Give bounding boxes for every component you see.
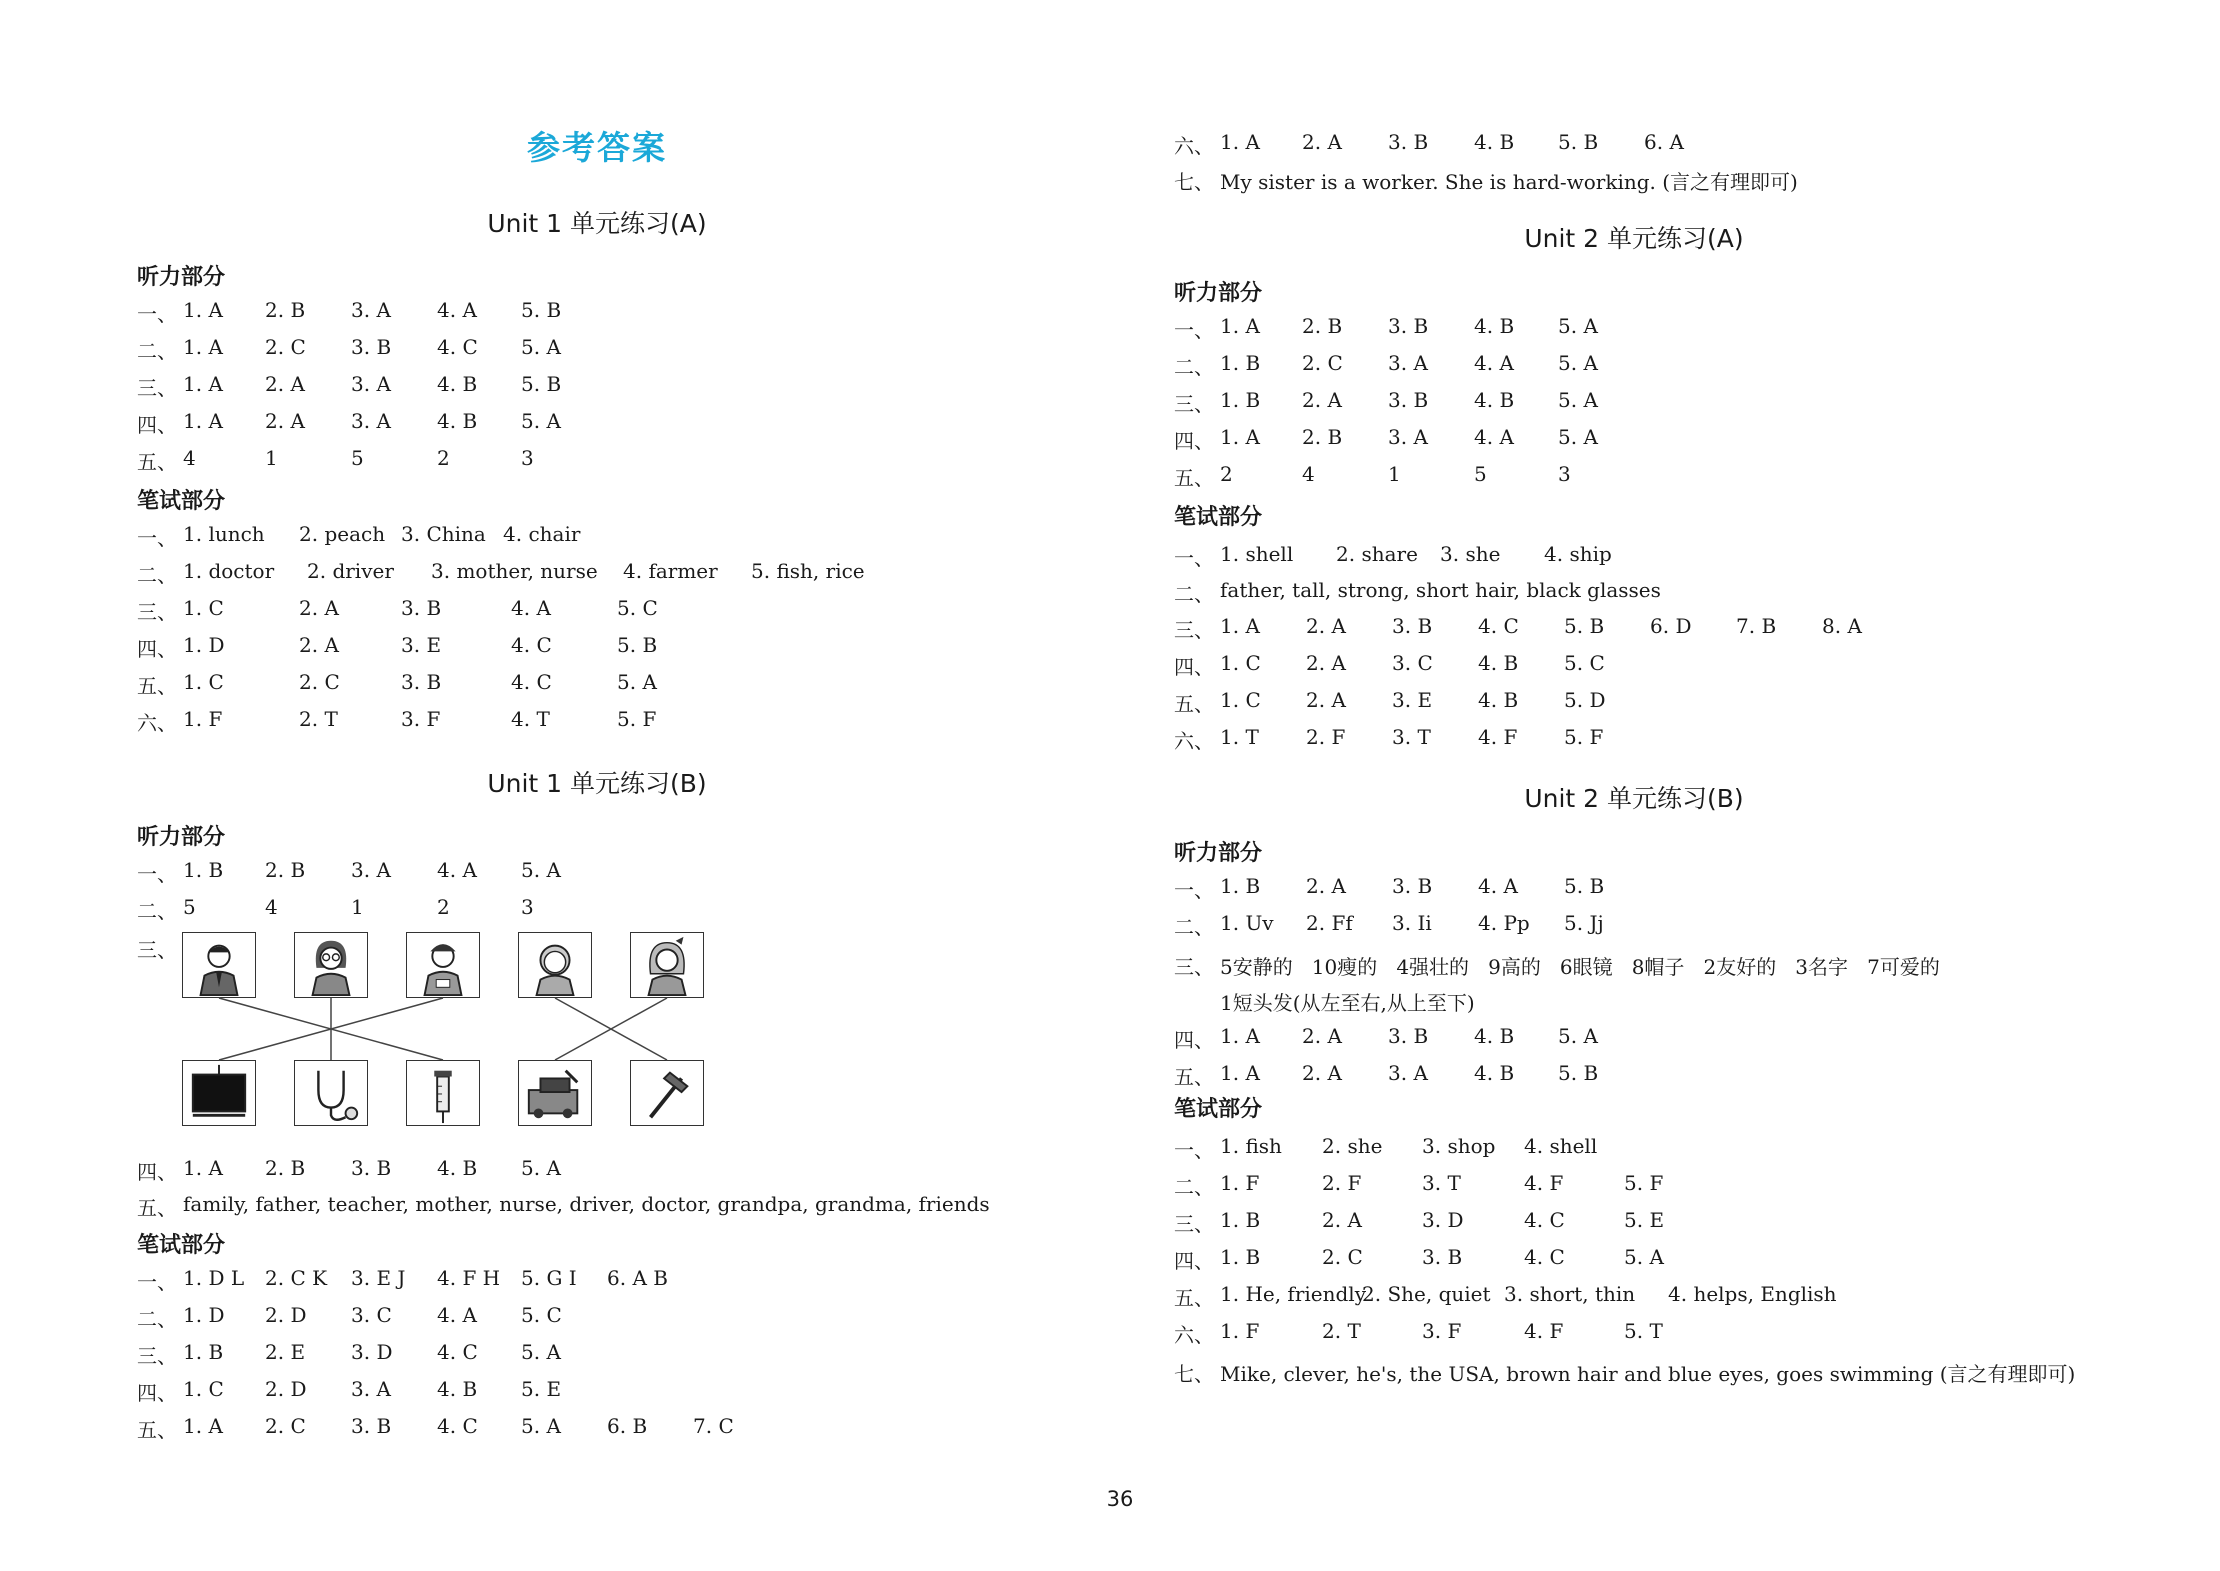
answer-item: 1. B [1220,388,1261,412]
answer-item: 4. A [437,858,477,882]
answer-item: 5. A [521,858,561,882]
answer-item: 5. D [1564,688,1606,712]
answer-item: 4 [183,446,196,470]
unit1b-written-label: 笔试部分 [137,1233,226,1258]
answer-item: 4. B [437,1377,478,1401]
answer-item: 2. A [1302,130,1342,154]
answer-item: 5. E [1624,1208,1665,1232]
answer-item: 1. A [1220,314,1260,338]
unit1a-written-label: 笔试部分 [137,489,226,514]
answer-item: 4. F [1478,725,1518,749]
answer-item: 5. G I [521,1266,577,1290]
answer-item: 1. D [183,1303,225,1327]
matching-line [219,998,443,1060]
row-prefix: 五、 [137,1418,177,1442]
unit2b-listening-label: 听力部分 [1174,841,1263,866]
answer-item: 2. She, quiet [1362,1282,1491,1306]
answer-item: 1. A [1220,130,1260,154]
answer-item: 5. B [1564,614,1605,638]
answer-item: 3. F [1422,1319,1462,1343]
row-prefix: 五、 [137,450,177,474]
answer-item: 4. chair [503,522,581,546]
answer-item: 3. she [1440,542,1501,566]
answer-item: 4. B [1478,651,1519,675]
answer-item: 3. E J [351,1266,406,1290]
answer-item: 2. C [299,670,340,694]
row-prefix: 五、 [137,1196,177,1220]
answer-item: 2. C [265,335,306,359]
unit2b-title: Unit 2 单元练习(B) [1524,784,1744,813]
answer-item: 3 [521,895,534,919]
right-column [1174,0,2174,1571]
answer-item: 5. C [1564,651,1605,675]
grandma-icon [518,932,592,998]
answer-item: 2. T [1322,1319,1361,1343]
answer-item: 1. F [1220,1319,1260,1343]
unit1b-title: Unit 1 单元练习(B) [487,769,707,798]
row-prefix: 一、 [137,526,177,550]
answer-item: 3. B [351,335,392,359]
answer-item: 2. C [265,1414,306,1438]
row-prefix: 四、 [1174,429,1214,453]
answer-item: 1. Uv [1220,911,1274,935]
answer-item: 5 [1474,462,1487,486]
car-engine-icon [518,1060,592,1126]
row-text: father, tall, strong, short hair, black glasses [1220,578,1661,602]
left-column [137,0,1137,1571]
answer-item: 1. B [1220,1208,1261,1232]
answer-item: 1. A [183,298,223,322]
answer-item: 1. A [1220,614,1260,638]
row-text: family, father, teacher, mother, nurse, driver, doctor, grandpa, grandma, friends [183,1192,990,1216]
row-prefix: 一、 [1174,318,1214,342]
unit2b-written-label: 笔试部分 [1174,1097,1263,1122]
answer-item: 3. B [1392,614,1433,638]
answer-item: 3. A [351,858,391,882]
answer-item: 2. B [1302,314,1343,338]
row-text: 5安静的 10瘦的 4强壮的 9高的 6眼镜 8帽子 2友好的 3名字 7可爱的 [1220,955,1940,979]
unit2a-title: Unit 2 单元练习(A) [1524,224,1744,253]
answer-item: 4. F H [437,1266,501,1290]
answer-item: 3. E [401,633,442,657]
answer-item: 4. T [511,707,550,731]
answer-item: 5. A [1558,425,1598,449]
answer-item: 1. shell [1220,542,1294,566]
answer-item: 3. A [351,298,391,322]
answer-item: 2. peach [299,522,386,546]
answer-item: 5. A [1558,388,1598,412]
row-prefix: 二、 [137,339,177,363]
answer-item: 1. A [1220,425,1260,449]
answer-item: 4. B [1474,1061,1515,1085]
answer-item: 3. D [1422,1208,1464,1232]
row-prefix: 一、 [137,1270,177,1294]
answer-item: 4. A [1478,874,1518,898]
answer-item: 2. driver [307,559,394,583]
row-prefix: 三、 [137,376,177,400]
answer-item: 1. C [183,670,224,694]
hammer-icon [630,1060,704,1126]
row-prefix: 二、 [1174,355,1214,379]
row-prefix: 四、 [1174,1249,1214,1273]
answer-item: 1. A [183,335,223,359]
answer-item: 5. C [617,596,658,620]
answer-item: 4. B [1474,388,1515,412]
unit1b-listening-label: 听力部分 [137,825,226,850]
answer-item: 2. T [299,707,338,731]
answer-item: 3. B [401,596,442,620]
answer-item: 5. B [1558,130,1599,154]
answer-item: 2. F [1306,725,1346,749]
row-prefix: 六、 [1174,134,1214,158]
row-prefix: 四、 [137,1381,177,1405]
answer-item: 1. B [1220,874,1261,898]
answer-item: 4. C [437,1340,478,1364]
stethoscope-icon [294,1060,368,1126]
answer-item: 5. B [617,633,658,657]
answer-item: 4. B [1474,314,1515,338]
answer-item: 3. A [351,1377,391,1401]
answer-item: 3. mother, nurse [431,559,598,583]
row-text: 1短头发(从左至右,从上至下) [1220,991,1475,1015]
row-prefix: 一、 [1174,878,1214,902]
row-text: My sister is a worker. She is hard-working. (言之有理即可) [1220,170,1798,194]
answer-item: 2. share [1336,542,1418,566]
answer-item: 5. A [521,335,561,359]
unit2a-written-label: 笔试部分 [1174,505,1263,530]
answer-item: 1. B [1220,351,1261,375]
answer-item: 3. T [1392,725,1431,749]
row-prefix: 二、 [137,563,177,587]
answer-item: 6. A B [607,1266,668,1290]
row-prefix: 四、 [1174,1028,1214,1052]
row-prefix: 四、 [1174,655,1214,679]
row-prefix: 四、 [137,637,177,661]
answer-item: 3. Ii [1392,911,1432,935]
row-prefix: 四、 [137,413,177,437]
matching-line [555,998,667,1060]
answer-item: 1. T [1220,725,1259,749]
row-prefix: 三、 [137,1344,177,1368]
answer-item: 4. C [511,633,552,657]
row-prefix: 三、 [1174,1212,1214,1236]
answer-item: 2. D [265,1303,307,1327]
answer-item: 3. A [351,372,391,396]
answer-item: 2 [437,895,450,919]
answer-item: 6. A [1644,130,1684,154]
answer-item: 1. B [183,1340,224,1364]
answer-item: 4 [1302,462,1315,486]
row-prefix: 一、 [1174,1138,1214,1162]
matching-line [555,998,667,1060]
answer-item: 3 [521,446,534,470]
row-prefix: 三、 [1174,392,1214,416]
answer-item: 1. F [1220,1171,1260,1195]
answer-item: 1. A [183,1414,223,1438]
answer-item: 1. A [183,372,223,396]
answer-item: 5. F [1564,725,1604,749]
answer-item: 4. ship [1544,542,1612,566]
answer-item: 3. A [1388,425,1428,449]
woman-glasses-icon [294,932,368,998]
answer-item: 3. C [1392,651,1433,675]
answer-item: 2. A [1306,874,1346,898]
answer-item: 5. E [521,1377,562,1401]
answer-item: 3. B [1392,874,1433,898]
answer-item: 7. C [693,1414,734,1438]
answer-item: 3. shop [1422,1134,1496,1158]
answer-item: 1. doctor [183,559,275,583]
answer-item: 1. fish [1220,1134,1282,1158]
answer-item: 2. A [299,633,339,657]
answer-item: 5. A [1558,314,1598,338]
row-prefix: 四、 [137,1160,177,1184]
answer-item: 6. B [607,1414,648,1438]
answer-item: 5. A [521,1156,561,1180]
blackboard-icon [182,1060,256,1126]
answer-item: 1. A [183,1156,223,1180]
answer-item: 4. C [1478,614,1519,638]
answer-item: 5. B [521,298,562,322]
answer-item: 3. B [401,670,442,694]
answer-item: 3. C [351,1303,392,1327]
row-prefix: 七、 [1174,170,1214,194]
answer-item: 4. C [1524,1208,1565,1232]
answer-item: 5. A [1558,351,1598,375]
row-prefix: 二、 [137,1307,177,1331]
answer-item: 4. F [1524,1171,1564,1195]
answer-item: 1. He, friendly [1220,1282,1367,1306]
answer-item: 5. B [1558,1061,1599,1085]
answer-item: 4. B [1474,1024,1515,1048]
answer-item: 3. A [351,409,391,433]
answer-item: 5. F [1624,1171,1664,1195]
answer-item: 3. E [1392,688,1433,712]
row-prefix: 二、 [1174,582,1214,606]
girl-icon [630,932,704,998]
answer-item: 4. B [437,1156,478,1180]
answer-item: 4. farmer [623,559,718,583]
page-number: 36 [1106,1487,1134,1511]
row-prefix: 三、 [137,938,177,962]
row-prefix: 五、 [1174,1286,1214,1310]
answer-item: 4. C [437,1414,478,1438]
answer-item: 2 [437,446,450,470]
answer-item: 1. D L [183,1266,245,1290]
answer-item: 2. E [265,1340,306,1364]
worker-icon [406,932,480,998]
answer-item: 4. B [1474,130,1515,154]
answer-item: 1 [351,895,364,919]
answer-item: 2. A [1306,688,1346,712]
row-prefix: 二、 [137,899,177,923]
answer-item: 7. B [1736,614,1777,638]
answer-item: 3. B [1388,1024,1429,1048]
answer-item: 4. B [437,409,478,433]
answer-item: 2. she [1322,1134,1383,1158]
answer-item: 2. A [299,596,339,620]
row-prefix: 一、 [137,302,177,326]
answer-item: 3. short, thin [1504,1282,1636,1306]
answer-item: 2. D [265,1377,307,1401]
answer-item: 3. D [351,1340,393,1364]
unit1a-title: Unit 1 单元练习(A) [487,209,707,238]
row-prefix: 七、 [1174,1362,1214,1386]
answer-item: 1. B [1220,1245,1261,1269]
answer-item: 2. A [1322,1208,1362,1232]
unit1a-listening-label: 听力部分 [137,265,226,290]
answer-item: 1. C [183,596,224,620]
answer-item: 4. C [511,670,552,694]
answer-item: 1. C [183,1377,224,1401]
answer-item: 5. A [521,1340,561,1364]
syringe-icon [406,1060,480,1126]
answer-item: 2. C [1302,351,1343,375]
answer-item: 6. D [1650,614,1692,638]
answer-item: 5. T [1624,1319,1663,1343]
answer-item: 1. C [1220,688,1261,712]
answer-item: 3. B [1422,1245,1463,1269]
row-prefix: 五、 [1174,692,1214,716]
answer-item: 5. C [521,1303,562,1327]
answer-item: 4. F [1524,1319,1564,1343]
answer-item: 4. helps, English [1668,1282,1837,1306]
row-prefix: 六、 [137,711,177,735]
answer-item: 2. A [1302,1061,1342,1085]
row-prefix: 五、 [1174,466,1214,490]
answer-item: 4. shell [1524,1134,1598,1158]
answer-item: 1. B [183,858,224,882]
answer-item: 5. A [1558,1024,1598,1048]
answer-item: 4. B [1478,688,1519,712]
row-prefix: 五、 [1174,1065,1214,1089]
row-prefix: 一、 [137,862,177,886]
answer-item: 4. A [437,1303,477,1327]
row-prefix: 六、 [1174,1323,1214,1347]
answer-item: 2 [1220,462,1233,486]
answer-item: 2. B [265,1156,306,1180]
answer-item: 5. A [617,670,657,694]
row-prefix: 五、 [137,674,177,698]
matching-line [219,998,443,1060]
answer-item: 1 [1388,462,1401,486]
answer-item: 3. F [401,707,441,731]
answer-item: 4. C [437,335,478,359]
answer-item: 3. China [401,522,486,546]
answer-item: 1. lunch [183,522,265,546]
answer-item: 3. B [351,1414,392,1438]
answer-item: 5. A [1624,1245,1664,1269]
row-prefix: 二、 [1174,915,1214,939]
answer-item: 2. B [265,298,306,322]
answer-item: 5 [183,895,196,919]
answer-item: 2. C K [265,1266,328,1290]
answer-item: 4. C [1524,1245,1565,1269]
answer-item: 5. Jj [1564,911,1604,935]
row-prefix: 二、 [1174,1175,1214,1199]
answer-item: 4 [265,895,278,919]
answer-item: 3. B [351,1156,392,1180]
answer-item: 2. Ff [1306,911,1353,935]
answer-item: 3 [1558,462,1571,486]
answer-item: 5 [351,446,364,470]
answer-item: 8. A [1822,614,1862,638]
answer-item: 5. F [617,707,657,731]
row-prefix: 三、 [1174,955,1214,979]
answer-item: 2. A [1306,614,1346,638]
row-prefix: 六、 [1174,729,1214,753]
answer-item: 2. A [1302,1024,1342,1048]
row-text: Mike, clever, he's, the USA, brown hair and blue eyes, goes swimming (言之有理即可) [1220,1362,2076,1386]
answer-item: 2. A [265,372,305,396]
answer-item: 5. B [521,372,562,396]
answer-item: 3. B [1388,314,1429,338]
answer-item: 5. B [1564,874,1605,898]
answer-item: 2. C [1322,1245,1363,1269]
answer-item: 1. A [1220,1061,1260,1085]
answer-item: 4. A [511,596,551,620]
answer-item: 1. F [183,707,223,731]
answer-item: 3. B [1388,388,1429,412]
answer-item: 1. D [183,633,225,657]
answer-item: 4. B [437,372,478,396]
answer-item: 3. A [1388,351,1428,375]
answer-item: 2. A [1302,388,1342,412]
businessman-icon [182,932,256,998]
answer-item: 2. B [1302,425,1343,449]
row-prefix: 一、 [1174,546,1214,570]
row-prefix: 三、 [1174,618,1214,642]
answer-item: 2. A [265,409,305,433]
answer-item: 4. A [1474,425,1514,449]
answer-item: 2. F [1322,1171,1362,1195]
answer-item: 5. fish, rice [751,559,865,583]
answer-item: 4. A [1474,351,1514,375]
answer-item: 3. T [1422,1171,1461,1195]
answer-item: 1 [265,446,278,470]
answer-item: 4. Pp [1478,911,1530,935]
row-prefix: 三、 [137,600,177,624]
answer-item: 1. C [1220,651,1261,675]
answer-item: 5. A [521,409,561,433]
answer-item: 3. B [1388,130,1429,154]
answer-item: 1. A [1220,1024,1260,1048]
answer-item: 5. A [521,1414,561,1438]
answer-item: 3. A [1388,1061,1428,1085]
answer-item: 2. B [265,858,306,882]
answer-item: 4. A [437,298,477,322]
unit2a-listening-label: 听力部分 [1174,281,1263,306]
answer-item: 1. A [183,409,223,433]
answer-item: 2. A [1306,651,1346,675]
page-title: 参考答案 [527,128,667,167]
